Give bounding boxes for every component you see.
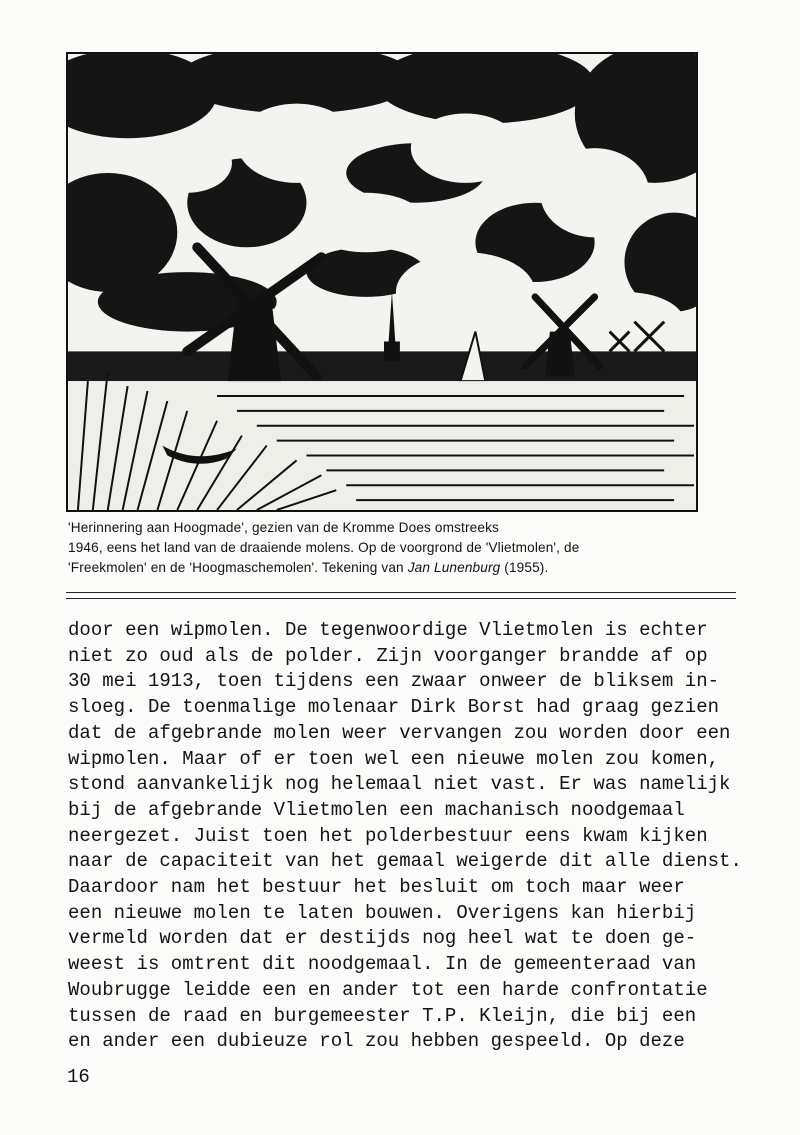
body-line: Woubrugge leidde een en ander tot een harde confrontatie bbox=[68, 978, 708, 1001]
body-line: neergezet. Juist toen het polderbestuur eens kwam kijken bbox=[68, 824, 708, 847]
body-line: naar de capaciteit van het gemaal weigerde dit alle dienst. bbox=[68, 850, 742, 873]
body-line: dat de afgebrande molen weer vervangen zou worden door een bbox=[68, 721, 731, 744]
body-line: weest is omtrent dit noodgemaal. In de gemeenteraad van bbox=[68, 953, 697, 976]
body-line: door een wipmolen. De tegenwoordige Vlietmolen is echter bbox=[68, 619, 708, 641]
body-line: sloeg. De toenmalige molenaar Dirk Borst had graag gezien bbox=[68, 696, 720, 719]
body-line: vermeld worden dat er destijds nog heel wat te doen ge- bbox=[68, 927, 697, 950]
body-line: tussen de raad en burgemeester T.P. Kleijn, die bij een bbox=[68, 1004, 697, 1027]
windmill-landscape-illustration bbox=[66, 52, 698, 512]
caption-text: (1955). bbox=[500, 560, 549, 575]
body-line: en ander een dubieuze rol zou hebben gespeeld. Op deze bbox=[68, 1030, 685, 1053]
body-line: bij de afgebrande Vlietmolen een machanisch noodgemaal bbox=[68, 798, 685, 821]
caption-divider-bottom bbox=[66, 598, 736, 599]
figure-caption bbox=[68, 518, 728, 578]
caption-artist: Jan Lunenburg bbox=[407, 560, 501, 575]
windmill-landscape-drawing-icon bbox=[68, 54, 696, 510]
body-line: niet zo oud als de polder. Zijn voorganger brandde af op bbox=[68, 644, 708, 667]
page-number: 16 bbox=[67, 1066, 90, 1088]
caption-text: 'Freekmolen' en de 'Hoogmaschemolen'. Tekening van bbox=[68, 560, 408, 575]
body-paragraph bbox=[68, 618, 788, 1055]
caption-line: 1946, eens het land van de draaiende molens. Op de voorgrond de 'Vlietmolen', de bbox=[68, 540, 580, 555]
body-line: 30 mei 1913, toen tijdens een zwaar onweer de bliksem in- bbox=[68, 670, 720, 693]
caption-line bbox=[68, 558, 728, 578]
body-line: Daardoor nam het bestuur het besluit om toch maar weer bbox=[68, 876, 685, 899]
body-line: een nieuwe molen te laten bouwen. Overigens kan hierbij bbox=[68, 901, 697, 924]
caption-line: 'Herinnering aan Hoogmade', gezien van de Kromme Does omstreeks bbox=[68, 520, 499, 535]
body-line: wipmolen. Maar of er toen wel een nieuwe molen zou komen, bbox=[68, 747, 720, 770]
body-line: stond aanvankelijk nog helemaal niet vast. Er was namelijk bbox=[68, 773, 731, 796]
caption-divider-top bbox=[66, 592, 736, 593]
